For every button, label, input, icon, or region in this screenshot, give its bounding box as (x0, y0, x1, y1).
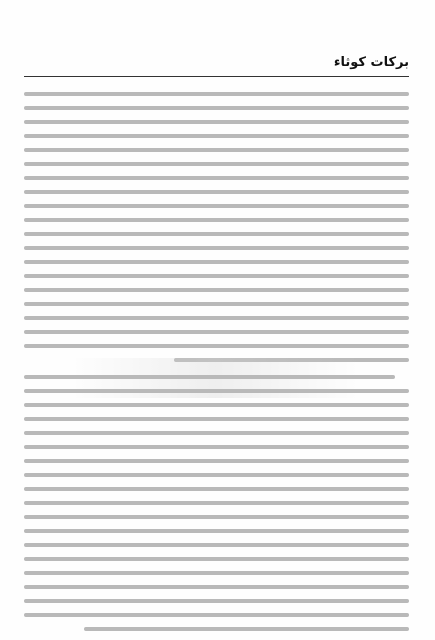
text-line (24, 473, 409, 477)
text-line (24, 487, 409, 491)
text-line (24, 344, 409, 348)
running-header (24, 52, 409, 77)
text-line (24, 515, 409, 519)
text-line (24, 274, 409, 278)
text-line (24, 445, 409, 449)
text-line (24, 571, 409, 575)
text-line (24, 543, 409, 547)
text-line (24, 162, 409, 166)
text-line (24, 459, 409, 463)
text-line (24, 106, 409, 110)
text-line (24, 246, 409, 250)
text-line (24, 148, 409, 152)
text-line (24, 176, 409, 180)
text-line (24, 613, 409, 617)
text-line (24, 389, 409, 393)
text-line (24, 288, 409, 292)
text-line (24, 92, 409, 96)
text-line (24, 501, 409, 505)
text-line (24, 134, 409, 138)
text-line (24, 330, 409, 334)
text-line (24, 417, 409, 421)
paragraph-block-2 (24, 375, 409, 640)
text-line (84, 627, 409, 631)
text-line (24, 232, 409, 236)
paragraph-block-1 (24, 92, 409, 372)
text-line (24, 190, 409, 194)
text-line (24, 316, 409, 320)
text-line (24, 557, 409, 561)
text-line (24, 431, 409, 435)
text-line (24, 599, 409, 603)
text-line (24, 218, 409, 222)
text-line (24, 120, 409, 124)
header-title: بركات كوثاء (333, 55, 409, 70)
text-line (24, 403, 409, 407)
text-line (24, 529, 409, 533)
text-line (24, 260, 409, 264)
text-line (24, 302, 409, 306)
text-line (24, 585, 409, 589)
text-line (24, 204, 409, 208)
text-line (24, 375, 395, 379)
